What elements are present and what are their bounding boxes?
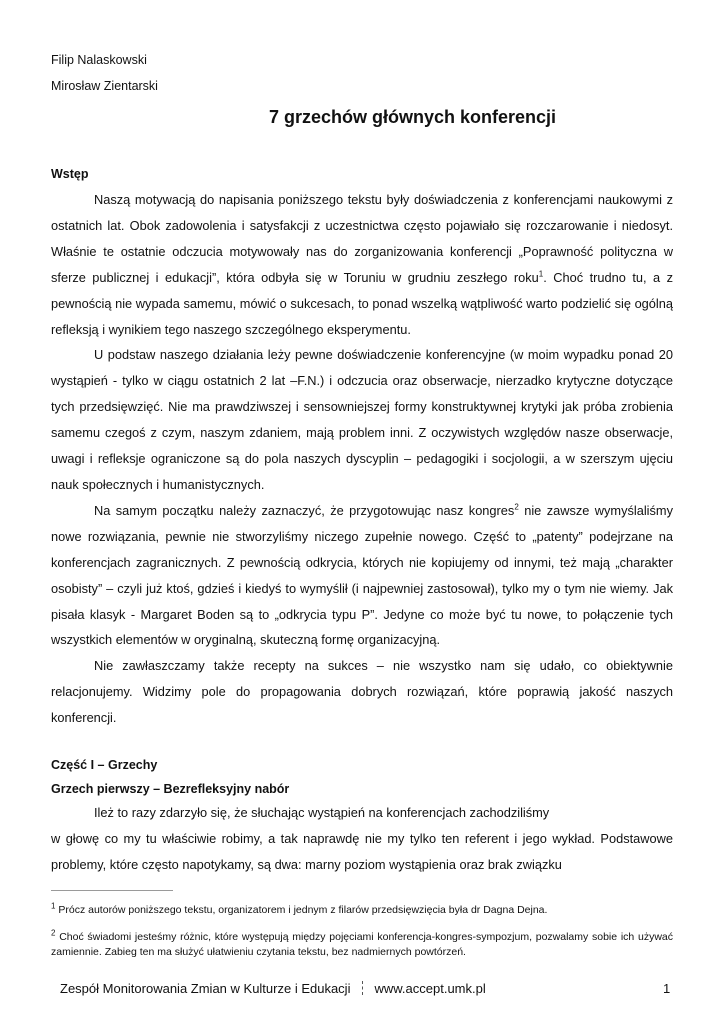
part1-paragraph-1-rest: w głowę co my tu właściwie robimy, a tak naprawdę nie my tylko ten referent i jego wykład. Podstawowe problemy, które często napotykamy, są dwa: marny poziom wystąpienia oraz brak związku — [51, 830, 673, 872]
footnote-separator — [51, 890, 173, 891]
page-title: 7 grzechów głównych konferencji — [268, 107, 557, 127]
author-2: Mirosław Zientarski — [51, 79, 158, 93]
intro-paragraph-3: Na samym początku należy zaznaczyć, że przygotowując nasz kongres$^2$ nie zawsze wymyślaliśmy nowe rozwiązania, pewnie nie stworzyliśmy niczego zupełnie nowego. Część to „patenty” podejrzane na konferencjach zagranicznych. Z pewnością odkrycia, których nie kopiujemy od innymi, też mają „charakter osobisty” – czyli już ktoś, gdzieś i kiedyś to wymyślił (i najpewniej zastosował), tylko my o tym nie wiemy. Jak pisała klasyk - Margaret Boden są to „odkrycia typu P”. Jedyne co może być tu nowe, to połączenie tych wszystkich elementów w oryginalną, skuteczną formę organizacyjną. — [51, 502, 673, 648]
footnote-ref-1[interactable]: 1 — [538, 269, 544, 279]
footnote-2: $^2$ Choć świadomi jesteśmy różnic, które występują między pojęciami konferencja-kongres-sympozjum, pozwalamy sobie ich używać zamiennie. Zabieg ten ma służyć ułatwieniu czytania tekstu, bez nadmiernych powtórzeń. — [51, 928, 673, 958]
section-heading-part1: Część I – Grzechy — [51, 758, 158, 772]
intro-paragraph-1: Naszą motywacją do napisania poniższego tekstu były doświadczenia z konferencjami naukowymi z ostatnich lat. Obok zadowolenia i satysfakcji z uczestnictwa często pojawiało się rozczarowanie i niedosyt. Właśnie te ostatnie odczucia motywowały nas do zorganizowania konferencji „Poprawność polityczna w sferze publicznej i edukacji”, która odbyła się w Toruniu w grudniu zeszłego roku$^1$. Choć trudno tu, a z pewnością nie wypada samemu, mówić o sukcesach, to ponad wszelką wątpliwość warto podzielić się ogólną refleksją i wynikiem tego naszego szczególnego eksperymentu. — [51, 192, 673, 337]
intro-body — [51, 187, 673, 731]
author-1: Filip Nalaskowski — [51, 53, 147, 67]
section-heading-intro: Wstęp — [51, 167, 89, 181]
part1-paragraph-1-line1: Ileż to razy zdarzyło się, że słuchając wystąpień na konferencjach zachodziliśmy — [94, 805, 550, 820]
footer-url-link[interactable]: www.accept.umk.pl — [374, 981, 486, 996]
page-footer — [60, 980, 486, 998]
footnote-ref-2[interactable]: 2 — [514, 502, 519, 512]
intro-paragraph-2: U podstaw naszego działania leży pewne doświadczenie konferencyjne (w moim wypadku ponad 20 wystąpień - tylko w ciągu ostatnich 2 lat –F.N.) i odczucia oraz obserwacje, nierzadko krytyczne dotyczące tych przedsięwzięć. Nie ma prawdziwszej i sensowniejszej formy konstruktywnej krytyki jak próba zrobienia samemu czegoś z czym, naszym zdaniem, mają problem inni. Z oczywistych względów nasze obserwacje, uwagi i refleksje ograniczone są do pola naszych dyscyplin – pedagogiki i socjologii, a w szerszym ujęciu nauk społecznych i humanistycznych. — [51, 347, 673, 492]
part1-body — [51, 800, 673, 878]
intro-paragraph-4: Nie zawłaszczamy także recepty na sukces – nie wszystko nam się udało, co obiektywnie relacjonujemy. Widzimy pole do propagowania dobrych rozwiązań, które poprawią jakość naszych konferencji. — [51, 658, 673, 726]
footer-separator — [362, 981, 364, 995]
page-number: 1 — [663, 981, 671, 996]
subsection-heading-sin1: Grzech pierwszy – Bezrefleksyjny nabór — [51, 782, 290, 796]
footer-org-name: Zespół Monitorowania Zmian w Kulturze i Edukacji — [60, 981, 351, 996]
footnote-1: $^1$ Prócz autorów poniższego tekstu, organizatorem i jednym z filarów przedsięwzięcia była dr Dagna Dejna. — [51, 901, 548, 916]
